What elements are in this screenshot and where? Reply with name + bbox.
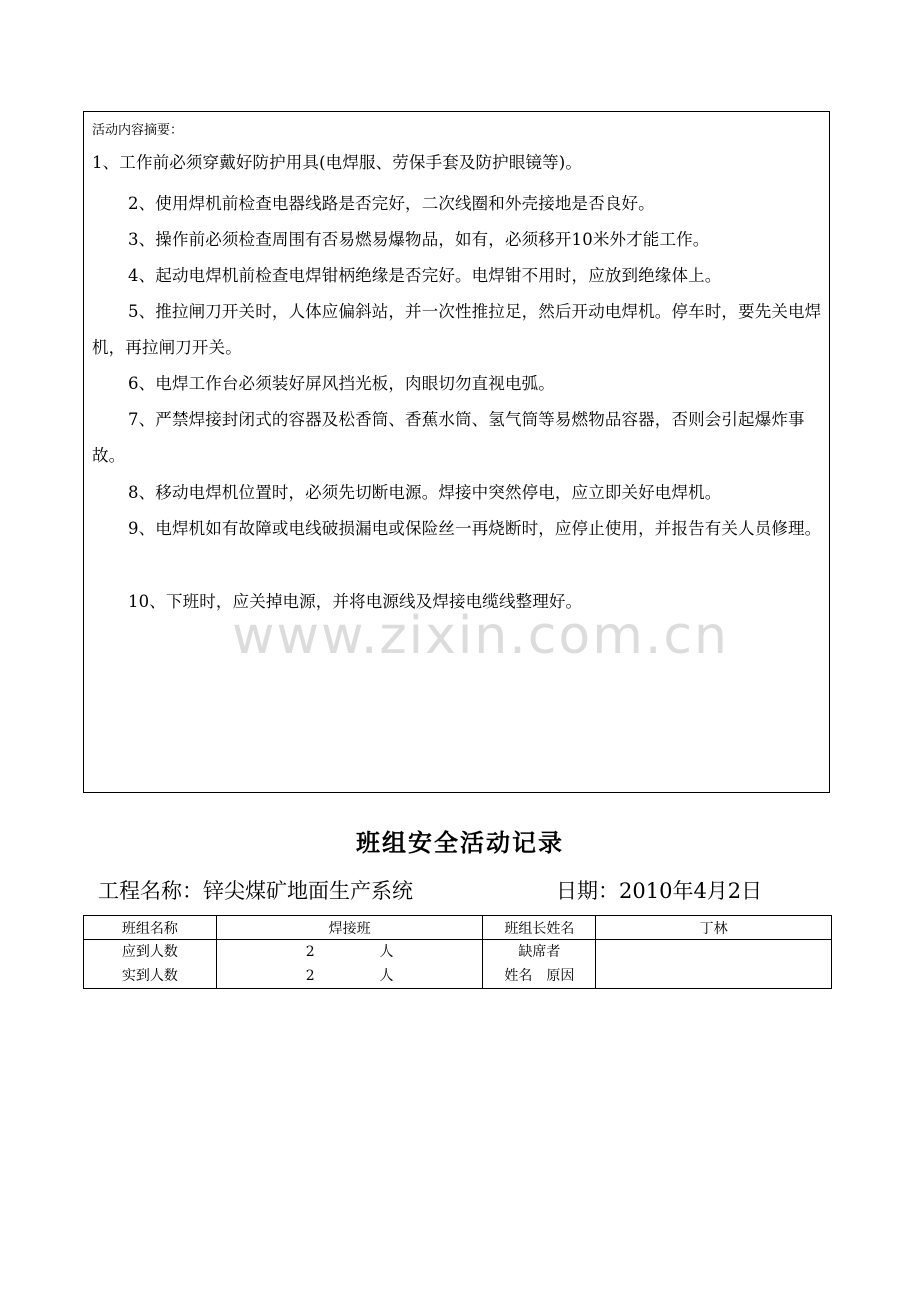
absentee-label: 缺席者 [518, 944, 561, 960]
activity-item-4: 4、起动电焊机前检查电焊钳柄绝缘是否完好。电焊钳不用时，应放到绝缘体上。 [128, 266, 722, 285]
activity-item-1: 1、工作前必须穿戴好防护用具(电焊服、劳保手套及防护眼镜等)。 [92, 153, 583, 172]
activity-summary-heading: 活动内容摘要： [92, 123, 184, 138]
expected-count-label: 应到人数 [121, 944, 178, 960]
headcount-values [216, 940, 483, 989]
actual-count-value: 2 [305, 968, 315, 984]
record-title: 班组安全活动记录 [356, 828, 564, 857]
team-info-table [83, 915, 832, 989]
activity-item-8: 8、移动电焊机位置时，必须先切断电源。焊接中突然停电，应立即关好电焊机。 [128, 483, 722, 502]
activity-item-7: 7、严禁焊接封闭式的容器及松香筒、香蕉水筒、氢气筒等易燃物品容器，否则会引起爆炸事故。 [92, 410, 805, 465]
activity-item-5: 5、推拉闸刀开关时，人体应偏斜站，并一次性推拉足，然后开动电焊机。停车时，要先关电焊机，再拉闸刀开关。 [92, 302, 822, 357]
expected-count-unit: 人 [379, 944, 394, 960]
activity-item-3: 3、操作前必须检查周围有否易燃易爆物品，如有，必须移开10米外才能工作。 [128, 230, 710, 249]
absentee-labels [483, 940, 596, 989]
absentee-subheader: 姓名 原因 [504, 968, 575, 984]
activity-item-6: 6、电焊工作台必须装好屏风挡光板，肉眼切勿直视电弧。 [128, 374, 555, 393]
actual-count-unit: 人 [379, 968, 394, 984]
team-leader-label: 班组长姓名 [483, 916, 596, 940]
actual-count-label: 实到人数 [121, 968, 178, 984]
team-name-label: 班组名称 [84, 916, 217, 940]
activity-item-10: 10、下班时，应关掉电源，并将电源线及焊接电缆线整理好。 [128, 592, 583, 611]
table-row [84, 940, 832, 989]
actual-count-row [217, 964, 483, 988]
team-name-value: 焊接班 [216, 916, 483, 940]
expected-count-value: 2 [305, 944, 315, 960]
team-leader-value: 丁林 [596, 916, 832, 940]
expected-count-row [217, 940, 483, 964]
headcount-labels [84, 940, 217, 989]
absentee-value [596, 940, 832, 989]
activity-summary-box [83, 111, 830, 793]
watermark: www.zixin.com.cn [232, 606, 729, 666]
table-row [84, 916, 832, 940]
activity-item-2: 2、使用焊机前检查电器线路是否完好，二次线圈和外壳接地是否良好。 [128, 194, 655, 213]
project-name: 工程名称：锌尖煤矿地面生产系统 [98, 879, 413, 903]
record-date: 日期：2010年4月2日 [556, 879, 763, 903]
activity-item-9: 9、电焊机如有故障或电线破损漏电或保险丝一再烧断时，应停止使用，并报告有关人员修理。 [128, 519, 822, 538]
